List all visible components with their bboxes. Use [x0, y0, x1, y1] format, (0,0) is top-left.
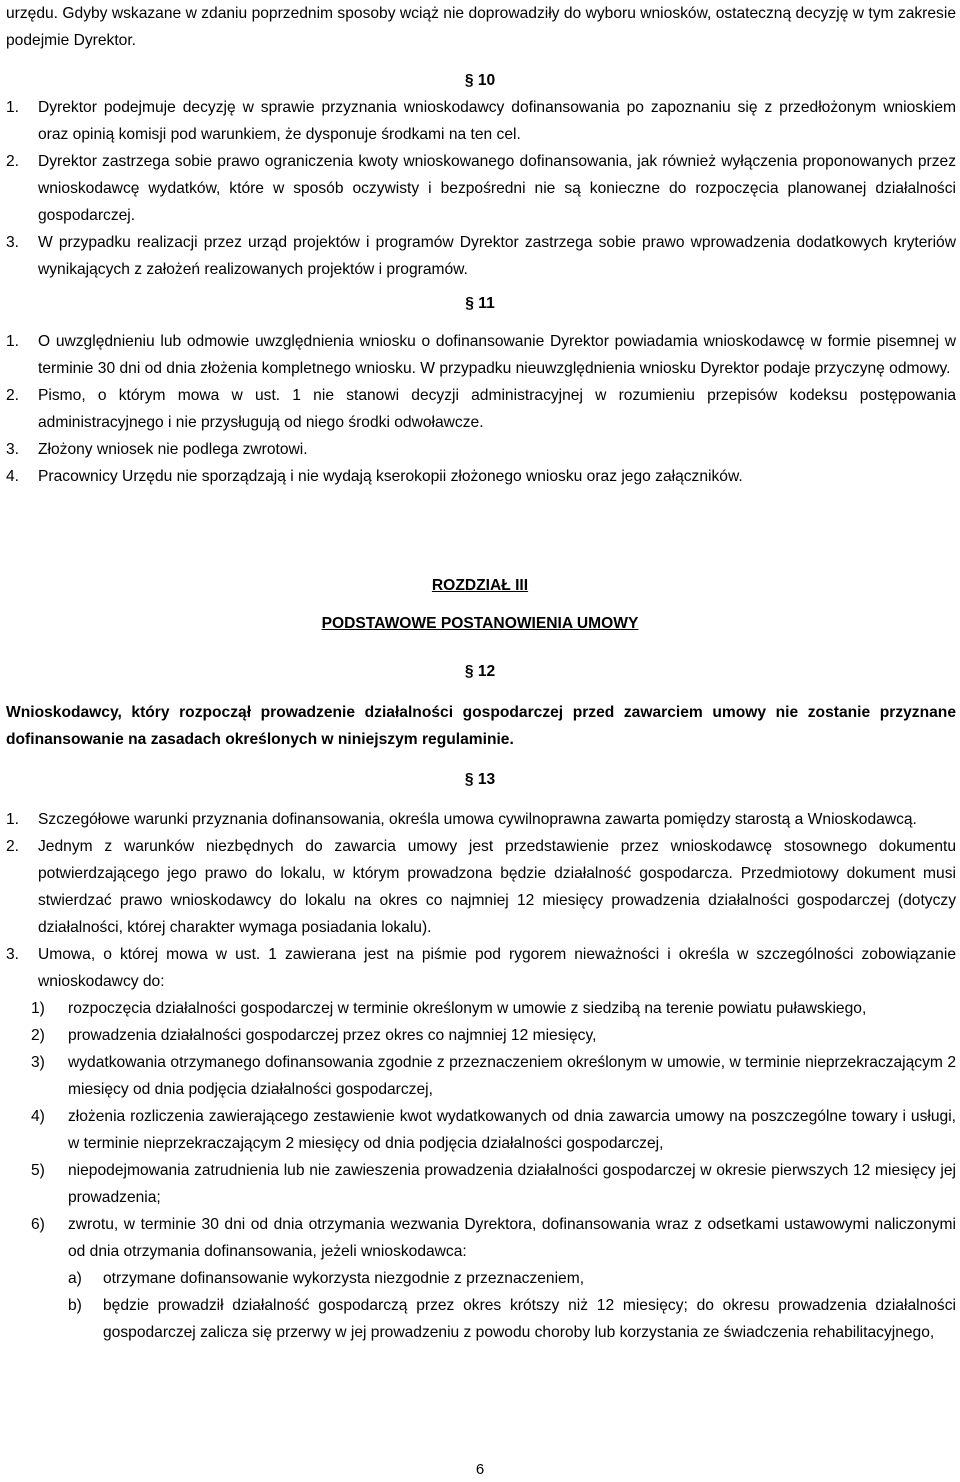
sub-list-item: 5) niepodejmowania zatrudnienia lub nie zawieszenia prowadzenia działalności gospodarczej w okresie pierwszych 12 miesięcy jej prowadzenia;: [31, 1162, 956, 1206]
list-item: 3. W przypadku realizacji przez urząd projektów i programów Dyrektor zastrzega sobie prawo wprowadzenia dodatkowych kryteriów wynikających z założeń realizowanych projektów i programów.: [6, 234, 956, 278]
list-item: 4. Pracownicy Urzędu nie sporządzają i nie wydają kserokopii złożonego wniosku oraz jego załączników.: [6, 468, 743, 485]
sub-list-item: 4) złożenia rozliczenia zawierającego zestawienie kwot wydatkowanych od dnia zawarcia umowy na poszczególne towary i usługi, w terminie nieprzekraczającym 2 miesięcy od dnia podjęcia działalności gospodarczej,: [31, 1108, 956, 1152]
section-11-heading: § 11: [465, 295, 495, 312]
section-13-list: [6, 806, 956, 1346]
list-item: 2. Dyrektor zastrzega sobie prawo ograniczenia kwoty wnioskowanego dofinansowania, jak również wyłączenia proponowanych przez wnioskodawcę wydatków, które w sposób oczywisty i bezpośredni nie są konieczne do rozpoczęcia planowanej działalności gospodarczej.: [6, 153, 956, 224]
sub-sub-list-item: b) będzie prowadził działalność gospodarczą przez okres krótszy niż 12 miesięcy; do okresu prowadzenia działalności gospodarczej zalicza się przerwy w jej prowadzeniu z powodu choroby lub korzystania ze świadczenia rehabilitacyjnego,: [68, 1297, 956, 1341]
section-12-paragraph: Wnioskodawcy, który rozpoczął prowadzenie działalności gospodarczej przed zawarciem umowy nie zostanie przyznane dofinansowanie na zasadach określonych w niniejszym regulaminie.: [6, 704, 956, 748]
sub-list-item: 1) rozpoczęcia działalności gospodarczej w terminie określonym w umowie z siedzibą na terenie powiatu puławskiego,: [31, 1000, 867, 1017]
list-item: 2. Pismo, o którym mowa w ust. 1 nie stanowi decyzji administracyjnej w rozumieniu przepisów kodeksu postępowania administracyjnego i nie przysługują od niego środki odwoławcze.: [6, 387, 956, 431]
list-item: 1. Szczegółowe warunki przyznania dofinansowania, określa umowa cywilnoprawna zawarta pomiędzy starostą a Wnioskodawcą.: [6, 811, 917, 828]
section-13-heading: § 13: [464, 771, 496, 788]
chapter-title: ROZDZIAŁ III: [431, 577, 529, 594]
section-10-list: [6, 94, 956, 283]
sub-list-item: 3) wydatkowania otrzymanego dofinansowania zgodnie z przeznaczeniem określonym w umowie, w terminie nieprzekraczającym 2 miesięcy od dnia podjęcia działalności gospodarczej,: [31, 1054, 956, 1098]
chapter-subtitle: PODSTAWOWE POSTANOWIENIA UMOWY: [321, 615, 639, 632]
list-item: 1. Dyrektor podejmuje decyzję w sprawie przyznania wnioskodawcy dofinansowania po zapoznaniu się z przedłożonym wnioskiem oraz opinią komisji pod warunkiem, że dysponuje środkami na ten cel.: [6, 99, 956, 143]
section-12-heading: § 12: [464, 663, 496, 680]
list-item: 3. Umowa, o której mowa w ust. 1 zawierana jest na piśmie pod rygorem nieważności i określa w szczególności zobowiązanie wnioskodawcy do:: [6, 946, 956, 990]
list-item: 3. Złożony wniosek nie podlega zwrotowi.: [6, 441, 308, 458]
sub-list-item: 2) prowadzenia działalności gospodarczej przez okres co najmniej 12 miesięcy,: [31, 1027, 597, 1044]
section-10-heading: § 10: [464, 72, 496, 89]
section-11-list: [6, 328, 956, 490]
sub-list-item: 6) zwrotu, w terminie 30 dni od dnia otrzymania wezwania Dyrektora, dofinansowania wraz z odsetkami ustawowymi naliczonymi od dnia otrzymania dofinansowania, jeżeli wnioskodawca:: [31, 1216, 956, 1260]
list-item: 2. Jednym z warunków niezbędnych do zawarcia umowy jest przedstawienie przez wnioskodawcę stosownego dokumentu potwierdzającego jego prawo do lokalu, w którym prowadzona będzie działalność gospodarcza. Przedmiotowy dokument musi stwierdzać prawo wnioskodawcy do lokalu na okres co najmniej 12 miesięcy prowadzenia działalności gospodarczej (dotyczy działalności, której charakter wymaga posiadania lokalu).: [6, 838, 956, 936]
page-number: 6: [475, 1461, 485, 1478]
list-item: 1. O uwzględnieniu lub odmowie uwzględnienia wniosku o dofinansowanie Dyrektor powiadamia wnioskodawcę w formie pisemnej w terminie 30 dni od dnia złożenia kompletnego wniosku. W przypadku nieuwzględnienia wniosku Dyrektor podaje przyczynę odmowy.: [6, 333, 956, 377]
intro-paragraph: urzędu. Gdyby wskazane w zdaniu poprzednim sposoby wciąż nie doprowadziły do wyboru wniosków, ostateczną decyzję w tym zakresie podejmie Dyrektor.: [6, 5, 956, 49]
sub-sub-list-item: a) otrzymane dofinansowanie wykorzysta niezgodnie z przeznaczeniem,: [68, 1270, 585, 1287]
